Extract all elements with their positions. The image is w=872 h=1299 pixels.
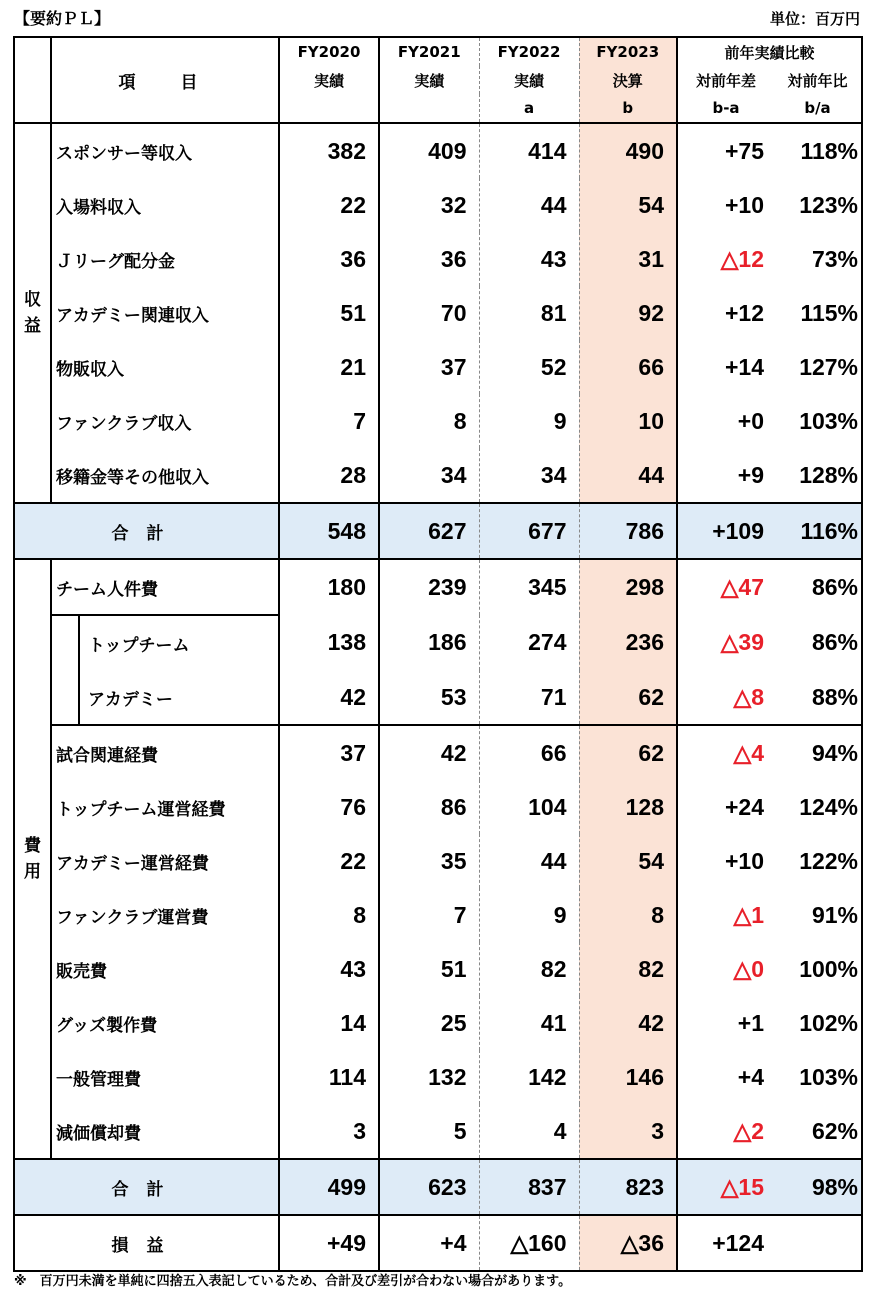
pl-table [13,36,863,1272]
value-fy2021: 25 [379,996,479,1050]
value-diff: +9 [677,448,774,503]
sub-indent [51,615,79,725]
value-fy2022: 52 [479,340,579,394]
header-actual-2020: 実績 [279,66,379,94]
value-fy2023: 42 [579,996,677,1050]
value-fy2021: 239 [379,559,479,615]
expense-total-label: 合計 [14,1159,279,1215]
value-diff: △12 [677,232,774,286]
value-fy2022: △160 [479,1215,579,1271]
value-ratio: 103% [799,407,859,434]
value-fy2020: 42 [279,670,379,725]
value-fy2020: 22 [279,834,379,888]
row-label: 試合関連経費 [51,725,279,780]
value-fy2021: 35 [379,834,479,888]
value-diff: +12 [677,286,774,340]
value-ratio: 98% [774,1159,862,1215]
header-fy2023: FY2023 [579,37,677,66]
value-fy2020: 382 [279,123,379,178]
value-fy2020: 499 [279,1159,379,1215]
value-ratio [774,1215,862,1271]
row-label: 販売費 [51,942,279,996]
value-fy2022: 274 [479,615,579,670]
value-diff: +24 [677,780,774,834]
value-fy2021: 7 [379,888,479,942]
category-expense: 費用 [14,559,51,1159]
value-fy2023: 62 [579,725,677,780]
value-fy2020: 3 [279,1104,379,1159]
value-fy2023: 66 [579,340,677,394]
unit-label: 単位：百万円 [769,10,860,28]
value-ratio: 115% [800,299,859,326]
value-diff: △15 [677,1159,774,1215]
value-diff: +10 [677,834,774,888]
value-fy2021: 32 [379,178,479,232]
value-fy2020: 180 [279,559,379,615]
value-diff: △4 [677,725,774,780]
value-ratio: 86% [811,574,859,600]
value-fy2023: 3 [579,1104,677,1159]
row-label: グッズ製作費 [51,996,279,1050]
header-item: 項 目 [51,37,279,123]
value-ratio: 102% [799,1009,859,1036]
value-fy2020: 138 [279,615,379,670]
header-ratio-formula: b/a [804,99,831,117]
value-fy2022: 677 [479,503,579,559]
row-label: 入場料収入 [51,178,279,232]
value-fy2020: 76 [279,780,379,834]
value-fy2020: 14 [279,996,379,1050]
value-fy2021: 627 [379,503,479,559]
value-fy2021: 132 [379,1050,479,1104]
row-label: アカデミー運営経費 [51,834,279,888]
value-ratio: 103% [799,1063,859,1090]
value-fy2022: 44 [479,178,579,232]
value-fy2022: 44 [479,834,579,888]
row-label: トップチーム運営経費 [51,780,279,834]
row-label: 一般管理費 [51,1050,279,1104]
value-fy2020: 51 [279,286,379,340]
value-ratio: 127% [799,353,859,380]
value-fy2022: 34 [479,448,579,503]
value-fy2023: 10 [579,394,677,448]
row-label: アカデミー関連収入 [51,286,279,340]
value-fy2022: 41 [479,996,579,1050]
header-a: a [479,94,579,123]
header-diff-formula: b-a [677,94,774,123]
value-diff: △8 [677,670,774,725]
value-fy2021: 53 [379,670,479,725]
header-fy2022: FY2022 [479,37,579,66]
value-fy2023: 82 [579,942,677,996]
value-fy2023: △36 [579,1215,677,1271]
value-fy2023: 62 [579,670,677,725]
value-ratio: 91% [811,901,859,928]
value-fy2023: 823 [579,1159,677,1215]
header-fy2021: FY2021 [379,37,479,66]
row-label: Ｊリーグ配分金 [51,232,279,286]
value-fy2021: 86 [379,780,479,834]
header-actual-2021: 実績 [379,66,479,94]
value-fy2020: 43 [279,942,379,996]
value-diff: △2 [677,1104,774,1159]
value-fy2022: 9 [479,394,579,448]
value-diff: △0 [677,942,774,996]
value-fy2021: 186 [379,615,479,670]
header-fy2020: FY2020 [279,37,379,66]
value-fy2022: 345 [479,559,579,615]
value-ratio: 86% [811,629,859,655]
value-fy2020: 8 [279,888,379,942]
revenue-total-label: 合計 [14,503,279,559]
value-ratio: 123% [799,191,859,218]
row-label: トップチーム [79,615,279,670]
value-diff: +10 [677,178,774,232]
value-fy2023: 298 [579,559,677,615]
value-diff: △39 [677,615,774,670]
value-fy2023: 44 [579,448,677,503]
row-label: 移籍金等その他収入 [51,448,279,503]
value-fy2023: 236 [579,615,677,670]
value-fy2021: 8 [379,394,479,448]
value-diff: △1 [677,888,774,942]
value-fy2022: 82 [479,942,579,996]
row-label: スポンサー等収入 [51,123,279,178]
value-diff: +1 [677,996,774,1050]
value-fy2021: 34 [379,448,479,503]
value-fy2021: 36 [379,232,479,286]
value-diff: +4 [677,1050,774,1104]
row-label: 減価償却費 [51,1104,279,1159]
header-actual-2022: 実績 [479,66,579,94]
value-fy2020: +49 [279,1215,379,1271]
row-label: ファンクラブ収入 [51,394,279,448]
value-fy2023: 54 [579,178,677,232]
value-diff: +75 [677,123,774,178]
header-b: b [579,94,677,123]
header-settle-2023: 決算 [579,66,677,94]
value-ratio: 118% [800,137,859,164]
value-diff: +14 [677,340,774,394]
value-fy2023: 54 [579,834,677,888]
value-diff: +124 [677,1215,774,1271]
value-fy2020: 22 [279,178,379,232]
row-label: 物販収入 [51,340,279,394]
value-fy2020: 21 [279,340,379,394]
value-fy2023: 146 [579,1050,677,1104]
value-fy2023: 786 [579,503,677,559]
value-fy2023: 8 [579,888,677,942]
value-fy2022: 81 [479,286,579,340]
value-fy2020: 7 [279,394,379,448]
footnote: ※ 百万円未満を単純に四捨五入表記しているため、合計及び差引が合わない場合があります。 [14,1274,572,1289]
value-ratio: 88% [811,683,859,710]
value-fy2021: 5 [379,1104,479,1159]
value-fy2022: 71 [479,670,579,725]
value-fy2022: 104 [479,780,579,834]
value-fy2021: 409 [379,123,479,178]
category-revenue: 収益 [14,123,51,503]
header-ratio-label: 対前年比 [787,71,848,90]
value-ratio: 94% [811,739,859,766]
profit-label: 損益 [14,1215,279,1271]
value-fy2023: 31 [579,232,677,286]
value-fy2020: 37 [279,725,379,780]
header-blank [14,37,51,123]
value-fy2022: 66 [479,725,579,780]
value-fy2022: 4 [479,1104,579,1159]
page-title: 【要約ＰＬ】 [14,9,111,28]
value-ratio: 128% [799,461,859,488]
value-ratio: 62% [811,1117,859,1144]
row-label: チーム人件費 [51,559,279,615]
value-diff: +109 [677,503,774,559]
value-diff: +0 [677,394,774,448]
value-fy2022: 43 [479,232,579,286]
value-fy2021: 623 [379,1159,479,1215]
value-fy2023: 92 [579,286,677,340]
value-fy2021: 51 [379,942,479,996]
header-diff-label: 対前年差 [677,66,774,94]
value-ratio: 116% [774,503,862,559]
value-ratio: 122% [799,847,859,874]
value-ratio: 100% [799,955,859,982]
value-ratio: 124% [799,793,859,820]
row-label: ファンクラブ運営費 [51,888,279,942]
value-fy2021: 37 [379,340,479,394]
value-diff: △47 [677,559,774,615]
value-fy2022: 9 [479,888,579,942]
value-fy2023: 128 [579,780,677,834]
value-fy2020: 548 [279,503,379,559]
value-fy2020: 36 [279,232,379,286]
value-fy2023: 490 [579,123,677,178]
value-fy2020: 28 [279,448,379,503]
value-fy2021: +4 [379,1215,479,1271]
value-fy2022: 414 [479,123,579,178]
value-ratio: 73% [811,245,859,272]
value-fy2021: 42 [379,725,479,780]
header-compare: 前年実績比較 [677,37,862,66]
value-fy2020: 114 [279,1050,379,1104]
value-fy2022: 837 [479,1159,579,1215]
value-fy2021: 70 [379,286,479,340]
value-fy2022: 142 [479,1050,579,1104]
row-label: アカデミー [79,670,279,725]
